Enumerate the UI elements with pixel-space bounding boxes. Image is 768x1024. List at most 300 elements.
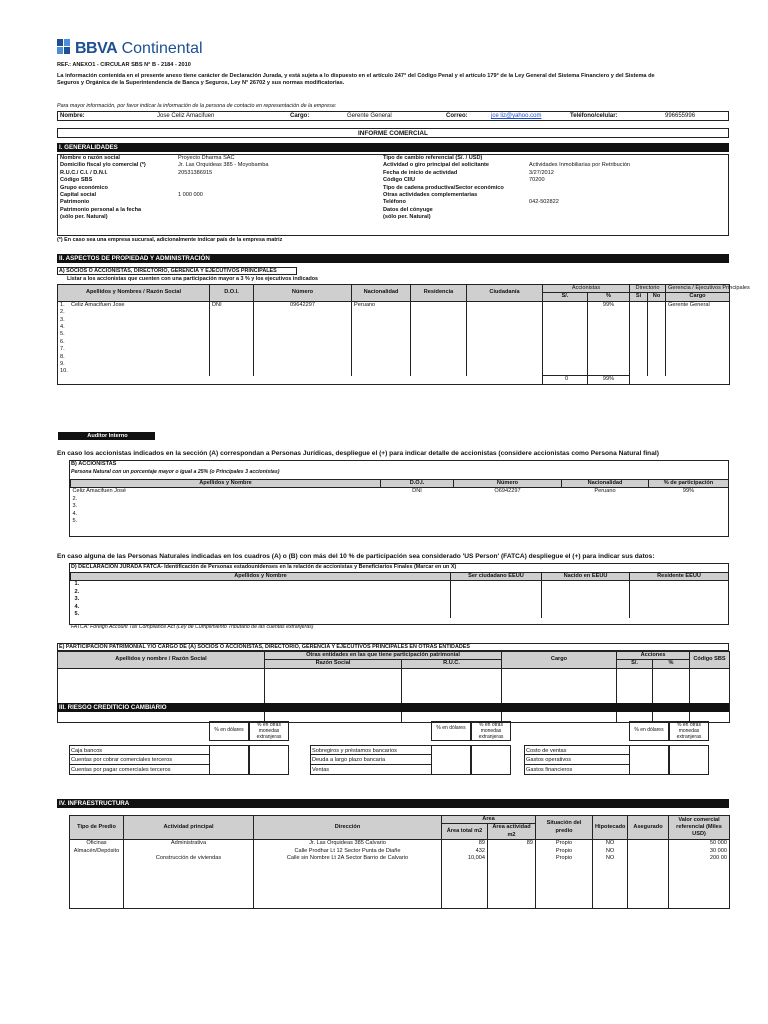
e-col-nombre: Apellidos y nombre / Razón Social <box>58 652 265 669</box>
infra-valor[interactable]: 200 00 <box>709 855 728 862</box>
shareholder-citizenship[interactable] <box>467 331 543 338</box>
juridicas-note: En caso los accionistas indicados en la sección (A) correspondan a Personas Jurídicas, despliegue el (+) para indicar detalle de accionistas (considere accionistas como Persona Natural final) <box>57 450 659 457</box>
field-value[interactable] <box>176 177 393 184</box>
executive-cargo[interactable] <box>666 331 730 338</box>
b-name-cell[interactable] <box>71 488 381 496</box>
brand-bold: BBVA <box>75 40 118 57</box>
infra-area-total[interactable]: 89 <box>442 840 488 848</box>
shareholder-name-cell[interactable] <box>58 309 210 316</box>
shareholder-residence[interactable] <box>411 317 467 324</box>
director-si[interactable] <box>630 361 648 368</box>
field-value[interactable] <box>527 155 728 162</box>
shareholder-row <box>58 309 730 316</box>
fatca-nacido-cell[interactable] <box>542 604 630 611</box>
contact-cargo[interactable]: Gerente General <box>347 113 392 119</box>
shareholder-citizenship[interactable] <box>467 346 543 353</box>
executive-cargo[interactable] <box>666 361 730 368</box>
row-number: 5. <box>72 518 78 525</box>
b-row <box>71 496 729 503</box>
infra-asegurado[interactable] <box>628 855 669 862</box>
b-doi[interactable] <box>381 503 454 510</box>
row-number: 2. <box>60 309 65 316</box>
contact-email-label: Correo: <box>446 113 468 119</box>
shareholder-citizenship[interactable] <box>467 317 543 324</box>
shareholder-name-cell[interactable] <box>58 354 210 361</box>
infra-actividad[interactable]: Administrativa <box>124 840 254 848</box>
director-si[interactable] <box>630 301 648 309</box>
e-col-soles: S/. <box>617 660 653 668</box>
fatca-residente-cell[interactable] <box>630 589 729 596</box>
shareholder-doi[interactable] <box>210 331 254 338</box>
col-cargo: Cargo <box>666 293 730 301</box>
fatca-residente-cell[interactable] <box>630 596 729 603</box>
shareholder-soles[interactable] <box>543 346 588 353</box>
d-col-ciudadano: Ser ciudadano EEUU <box>451 573 542 581</box>
inf-col-direccion: Dirección <box>254 816 442 840</box>
fatca-nacido-cell[interactable] <box>542 581 630 589</box>
e-col-pct: % <box>653 660 690 668</box>
shareholder-nationality[interactable] <box>352 368 411 375</box>
generalidades-row <box>58 185 393 192</box>
shareholder-pct[interactable] <box>588 324 630 331</box>
infra-area-actividad[interactable] <box>488 848 536 855</box>
shareholder-residence[interactable] <box>411 368 467 375</box>
inf-col-area-actividad: Área actividad m2 <box>488 824 536 840</box>
shareholder-pct[interactable]: 99% <box>588 301 630 309</box>
col-directorio: Directorio <box>630 285 666 293</box>
executive-cargo[interactable] <box>666 317 730 324</box>
shareholder-name-cell[interactable] <box>58 317 210 324</box>
fatca-row-number[interactable]: 1. <box>71 581 451 589</box>
contact-email-link[interactable]: jce liz@yahoo.com <box>491 113 542 119</box>
g1-h-dolares: % en dólares <box>209 721 249 741</box>
d-col-residente: Residente EEUU <box>630 573 729 581</box>
shareholder-name-cell[interactable] <box>58 339 210 346</box>
infra-direccion[interactable]: Calle Prodhar Lt 12 Sector Punta de Diañe <box>254 848 442 855</box>
field-value[interactable] <box>176 207 393 214</box>
b-name-cell[interactable] <box>71 496 381 503</box>
b-doi[interactable] <box>381 518 454 525</box>
shareholder-pct[interactable] <box>588 331 630 338</box>
riesgo-label: Caja bancos <box>69 745 209 755</box>
g2-h-dolares: % en dólares <box>431 721 471 741</box>
infra-row <box>70 840 730 848</box>
infra-tipo[interactable]: Oficinas <box>70 840 124 848</box>
col-gerencia: Gerencia / Ejecutivos Principales <box>666 285 730 293</box>
director-si[interactable] <box>630 331 648 338</box>
infra-asegurado[interactable] <box>628 848 669 855</box>
contact-row <box>57 111 729 121</box>
shareholder-nationality[interactable]: Peruano <box>352 301 411 309</box>
shareholder-nationality[interactable] <box>352 339 411 346</box>
shareholder-nationality[interactable] <box>352 309 411 316</box>
contact-name[interactable]: Jose Celiz Amacifuen <box>157 113 215 119</box>
fatca-ciudadano-cell[interactable] <box>451 581 542 589</box>
infra-situacion[interactable]: Propio <box>536 840 593 848</box>
shareholder-soles[interactable] <box>543 339 588 346</box>
riesgo-label: Deuda a largo plazo bancaria <box>310 755 431 765</box>
director-si[interactable] <box>630 339 648 346</box>
shareholder-soles[interactable] <box>543 354 588 361</box>
field-value[interactable]: 70200 <box>529 177 545 184</box>
b-nationality[interactable]: Peruano <box>594 488 616 495</box>
field-value[interactable] <box>527 185 728 192</box>
field-value[interactable]: Jr. Las Orquideas 385 - Moyobamba <box>178 162 269 169</box>
shareholder-citizenship[interactable] <box>467 368 543 375</box>
director-no[interactable] <box>648 331 666 338</box>
director-no[interactable] <box>648 346 666 353</box>
inf-col-tipo: Tipo de Predio <box>70 816 124 840</box>
b-name-cell[interactable] <box>71 518 381 525</box>
shareholder-residence[interactable] <box>411 346 467 353</box>
director-no[interactable] <box>648 339 666 346</box>
infra-asegurado[interactable] <box>628 840 669 848</box>
shareholder-doi[interactable] <box>210 361 254 368</box>
infraestructura-table <box>69 815 730 909</box>
shareholder-pct[interactable] <box>588 309 630 316</box>
shareholder-residence[interactable] <box>411 309 467 316</box>
field-label: R.U.C./ C.I. / D.N.I. <box>60 169 108 176</box>
infra-area-total[interactable]: 432 <box>442 848 488 855</box>
e-col-ruc: R.U.C. <box>402 660 502 668</box>
riesgo-label: Gastos financieros <box>524 765 629 775</box>
executive-cargo[interactable] <box>666 324 730 331</box>
infra-hipotecado[interactable]: NO <box>593 848 628 855</box>
d-col-nacido: Nacido en EEUU <box>542 573 630 581</box>
generalidades-row <box>58 199 393 206</box>
fatca-ciudadano-cell[interactable] <box>451 604 542 611</box>
g3-h-otras: % en otras monedas extranjeras <box>669 721 709 741</box>
b-name-cell[interactable] <box>71 511 381 518</box>
shareholder-pct[interactable] <box>588 346 630 353</box>
shareholder-residence[interactable] <box>411 324 467 331</box>
col-ciudadania: Ciudadanía <box>467 285 543 302</box>
col-accionistas: Accionistas <box>543 285 630 293</box>
field-label: Actividad o giro principal del solicitante <box>383 162 489 169</box>
shareholder-doi[interactable] <box>210 324 254 331</box>
generalidades-row <box>381 214 728 221</box>
director-si[interactable] <box>630 324 648 331</box>
fatca-residente-cell[interactable] <box>630 581 729 589</box>
executive-cargo[interactable] <box>666 339 730 346</box>
fatca-residente-cell[interactable] <box>630 604 729 611</box>
b-doi[interactable] <box>381 496 454 503</box>
shareholder-doi[interactable] <box>210 346 254 353</box>
shareholder-number[interactable] <box>254 346 352 353</box>
shareholder-number[interactable] <box>254 324 352 331</box>
field-value[interactable]: Proyecto Dharma SAC <box>178 155 235 161</box>
fatca-nacido-cell[interactable] <box>542 596 630 603</box>
generalidades-row <box>58 214 393 221</box>
infra-area-actividad[interactable] <box>488 855 536 862</box>
b-pct[interactable]: 99% <box>682 488 695 495</box>
shareholder-soles[interactable] <box>543 301 588 309</box>
sub-b-title: B) ACCIONISTAS <box>71 461 117 467</box>
shareholder-nationality[interactable] <box>352 354 411 361</box>
director-no[interactable] <box>648 317 666 324</box>
shareholder-doi[interactable] <box>210 339 254 346</box>
field-value[interactable]: 20531386915 <box>178 169 213 176</box>
fatca-row <box>71 604 729 611</box>
fatca-row-number[interactable]: 3. <box>71 596 451 603</box>
infra-hipotecado[interactable]: NO <box>593 840 628 848</box>
shareholder-name-cell[interactable] <box>58 346 210 353</box>
shareholder-citizenship[interactable] <box>467 361 543 368</box>
b-row <box>71 518 729 525</box>
infra-actividad[interactable]: Construcción de viviendas <box>124 855 254 862</box>
infra-valor[interactable]: 50 000 <box>709 840 728 847</box>
shareholder-nationality[interactable] <box>352 346 411 353</box>
b-pct[interactable] <box>649 518 729 525</box>
shareholder-number[interactable] <box>254 354 352 361</box>
shareholder-number[interactable] <box>254 309 352 316</box>
shareholder-soles[interactable] <box>543 331 588 338</box>
infra-situacion[interactable]: Propio <box>536 855 593 862</box>
shareholder-name-cell[interactable] <box>58 331 210 338</box>
shareholder-name-cell[interactable] <box>58 324 210 331</box>
shareholder-number[interactable] <box>254 339 352 346</box>
fatca-row-number[interactable]: 5. <box>71 611 451 618</box>
inf-col-valor: Valor comercial referencial (Miles USD) <box>669 816 730 840</box>
generalidades-row <box>58 177 393 184</box>
e-col-razon: Razón Social <box>265 660 402 668</box>
riesgo-label: Cuentas por cobrar comerciales terceros <box>69 755 209 765</box>
shareholder-nationality[interactable] <box>352 331 411 338</box>
director-no[interactable] <box>648 361 666 368</box>
director-si[interactable] <box>630 354 648 361</box>
col-pct: % <box>588 293 630 301</box>
generalidades-row <box>381 199 728 206</box>
infra-area-total[interactable]: 10,004 <box>442 855 488 862</box>
field-value[interactable]: 1 000 000 <box>178 192 203 199</box>
field-value[interactable] <box>527 192 728 199</box>
fatca-row-number[interactable]: 2. <box>71 589 451 596</box>
g3-otras-cell[interactable] <box>669 745 709 775</box>
shareholder-soles[interactable] <box>543 309 588 316</box>
fatca-ciudadano-cell[interactable] <box>451 611 542 618</box>
shareholder-residence[interactable] <box>411 354 467 361</box>
col-nombre: Apellidos y Nombres / Razón Social <box>58 285 210 302</box>
infra-tipo[interactable]: Almacén/Depósito <box>70 848 124 855</box>
fatca-table <box>70 572 729 618</box>
shareholder-pct[interactable] <box>588 339 630 346</box>
b-doi[interactable]: DNI <box>412 488 422 495</box>
row-number: 8. <box>60 353 65 360</box>
shareholder-name-cell[interactable] <box>58 361 210 368</box>
b-pct[interactable] <box>649 503 729 510</box>
field-label: Grupo económico <box>60 184 108 191</box>
field-label: Tipo de cambio referencial (S/. / USD) <box>383 155 483 161</box>
shareholder-nationality[interactable] <box>352 317 411 324</box>
b-nationality[interactable] <box>562 518 649 525</box>
director-no[interactable] <box>648 324 666 331</box>
director-si[interactable] <box>630 346 648 353</box>
director-si[interactable] <box>630 368 648 375</box>
generalidades-box <box>57 154 729 236</box>
row-number: 7. <box>60 346 65 353</box>
infra-area-actividad[interactable]: 89 <box>488 840 536 848</box>
col-nacionalidad: Nacionalidad <box>352 285 411 302</box>
g2-otras-cell[interactable] <box>471 745 511 775</box>
shareholder-citizenship[interactable] <box>467 309 543 316</box>
b-doi[interactable] <box>381 511 454 518</box>
row-number: 9. <box>60 361 65 368</box>
b-nationality[interactable] <box>562 496 649 503</box>
sub-e-title: E) PARTICIPACIÓN PATRIMONIAL Y/O CARGO DE (A) SOCIOS O ACCIONISTAS, DIRECTORIO, GERENCIA Y EJECUTIVOS PRINCIPALES EN OTRAS ENTIDADES <box>57 643 729 651</box>
shareholder-doi[interactable]: DNI <box>210 301 254 309</box>
b-number[interactable]: O6942297 <box>494 488 521 495</box>
row-number: 6. <box>60 338 65 345</box>
g1-dol-cell[interactable] <box>209 745 249 775</box>
g3-h-dolares: % en dólares <box>629 721 669 741</box>
generalidades-right <box>381 155 728 222</box>
row-number: 3. <box>72 503 78 510</box>
infra-actividad[interactable] <box>124 848 254 855</box>
infra-row <box>70 855 730 862</box>
row-number: 10. <box>60 368 68 375</box>
director-no[interactable] <box>648 368 666 375</box>
brand-rest: Continental <box>117 40 203 57</box>
executive-cargo[interactable]: Gerente General <box>668 301 710 308</box>
fatca-row <box>71 596 729 603</box>
shareholder-soles[interactable] <box>543 361 588 368</box>
section-1-title: I. GENERALIDADES <box>57 143 729 152</box>
shareholder-name-cell[interactable] <box>58 301 210 309</box>
shareholder-row <box>58 331 730 338</box>
field-value[interactable] <box>176 214 393 221</box>
shareholder-pct[interactable] <box>588 317 630 324</box>
b-name: Celiz Amacifuen José <box>72 488 126 495</box>
b-pct[interactable] <box>649 511 729 518</box>
b-col-doi: D.O.I. <box>381 480 454 488</box>
generalidades-row <box>58 162 393 169</box>
riesgo-label: Ventas <box>310 765 431 775</box>
shareholder-pct[interactable] <box>588 368 630 375</box>
field-value[interactable]: 3/27/2012 <box>529 169 554 176</box>
contact-phone[interactable]: 996655996 <box>665 113 696 119</box>
shareholder-residence[interactable] <box>411 331 467 338</box>
shareholder-pct[interactable] <box>588 361 630 368</box>
b-number[interactable] <box>454 496 562 503</box>
shareholder-number[interactable]: 09642297 <box>254 301 352 309</box>
fatca-ciudadano-cell[interactable] <box>451 596 542 603</box>
field-label: Domicilio fiscal y/o comercial (*) <box>60 162 146 169</box>
infra-tipo[interactable] <box>70 855 124 862</box>
section-2-title: II. ASPECTOS DE PROPIEDAD Y ADMINISTRACIÓN <box>57 254 729 263</box>
fatca-ciudadano-cell[interactable] <box>451 589 542 596</box>
b-nationality[interactable] <box>562 511 649 518</box>
shareholder-citizenship[interactable] <box>467 301 543 309</box>
shareholder-number[interactable] <box>254 317 352 324</box>
shareholder-doi[interactable] <box>210 317 254 324</box>
director-no[interactable] <box>648 301 666 309</box>
infra-situacion[interactable]: Propio <box>536 848 593 855</box>
field-value[interactable] <box>527 214 728 221</box>
b-nationality[interactable] <box>562 503 649 510</box>
shareholder-residence[interactable] <box>411 361 467 368</box>
field-value[interactable]: Actividades Inmobiliarias por Retribución <box>529 162 631 169</box>
g2-dol-cell[interactable] <box>431 745 471 775</box>
e-col-codigo: Código SBS <box>690 652 730 669</box>
infra-row <box>70 848 730 855</box>
auditor-bar: Auditor Interno <box>58 432 155 440</box>
field-value[interactable]: 042-502822 <box>529 199 559 206</box>
fatca-row-number[interactable]: 4. <box>71 604 451 611</box>
shareholder-doi[interactable] <box>210 309 254 316</box>
executive-cargo[interactable] <box>666 309 730 316</box>
infra-valor[interactable]: 30 000 <box>709 847 728 854</box>
contact-phone-label: Teléfono/celular: <box>570 113 618 119</box>
b-name-cell[interactable] <box>71 503 381 510</box>
fatca-nacido-cell[interactable] <box>542 611 630 618</box>
infra-hipotecado[interactable]: NO <box>593 855 628 862</box>
b-row <box>71 511 729 518</box>
shareholders-table <box>57 284 750 385</box>
generalidades-row <box>58 155 393 162</box>
shareholder-row <box>58 346 730 353</box>
executive-cargo[interactable] <box>666 346 730 353</box>
shareholder-row <box>58 339 730 346</box>
g1-otras-cell[interactable] <box>249 745 289 775</box>
b-number[interactable] <box>454 518 562 525</box>
field-value[interactable] <box>176 199 393 206</box>
field-value[interactable] <box>176 185 393 192</box>
b-col-pct: % de participación <box>649 480 729 488</box>
shareholder-soles[interactable] <box>543 317 588 324</box>
shareholder-number[interactable] <box>254 368 352 375</box>
shareholder-row <box>58 301 730 309</box>
director-si[interactable] <box>630 317 648 324</box>
director-no[interactable] <box>648 309 666 316</box>
fatca-residente-cell[interactable] <box>630 611 729 618</box>
fatca-nacido-cell[interactable] <box>542 589 630 596</box>
shareholder-citizenship[interactable] <box>467 354 543 361</box>
shareholder-name-cell[interactable] <box>58 368 210 375</box>
shareholder-number[interactable] <box>254 361 352 368</box>
infra-direccion[interactable]: Calle sin Nombre Lt 2A Sector Barrio de Calvario <box>254 855 442 862</box>
director-si[interactable] <box>630 309 648 316</box>
field-value[interactable] <box>527 207 728 214</box>
accionistas-box <box>69 460 729 537</box>
shareholder-citizenship[interactable] <box>467 324 543 331</box>
col-numero: Número <box>254 285 352 302</box>
shareholder-number[interactable] <box>254 331 352 338</box>
shareholder-residence[interactable] <box>411 339 467 346</box>
b-number[interactable] <box>454 503 562 510</box>
shareholder-soles[interactable] <box>543 324 588 331</box>
inf-col-area-total: Área total m2 <box>442 824 488 840</box>
g3-dol-cell[interactable] <box>629 745 669 775</box>
shareholder-nationality[interactable] <box>352 361 411 368</box>
executive-cargo[interactable] <box>666 354 730 361</box>
shareholder-soles[interactable] <box>543 368 588 375</box>
executive-cargo[interactable] <box>666 368 730 375</box>
e-col-otras: Otras entidades en las que tiene participación patrimonial <box>265 652 502 660</box>
shareholder-nationality[interactable] <box>352 324 411 331</box>
shareholder-doi[interactable] <box>210 368 254 375</box>
shareholder-residence[interactable] <box>411 301 467 309</box>
shareholder-pct[interactable] <box>588 354 630 361</box>
shareholder-citizenship[interactable] <box>467 339 543 346</box>
generalidades-row <box>381 185 728 192</box>
director-no[interactable] <box>648 354 666 361</box>
b-pct[interactable] <box>649 496 729 503</box>
row-number: 1. <box>60 301 65 308</box>
b-number[interactable] <box>454 511 562 518</box>
infra-direccion[interactable]: Jr. Las Orquideas 385 Calvario <box>254 840 442 848</box>
sub-d-title: D) DECLARACIÓN JURADA FATCA- Identificación de Personas estadounidenses en la relación de accionistas y Beneficiarios Finales (Marcar en un X) <box>71 564 457 570</box>
shareholder-doi[interactable] <box>210 354 254 361</box>
